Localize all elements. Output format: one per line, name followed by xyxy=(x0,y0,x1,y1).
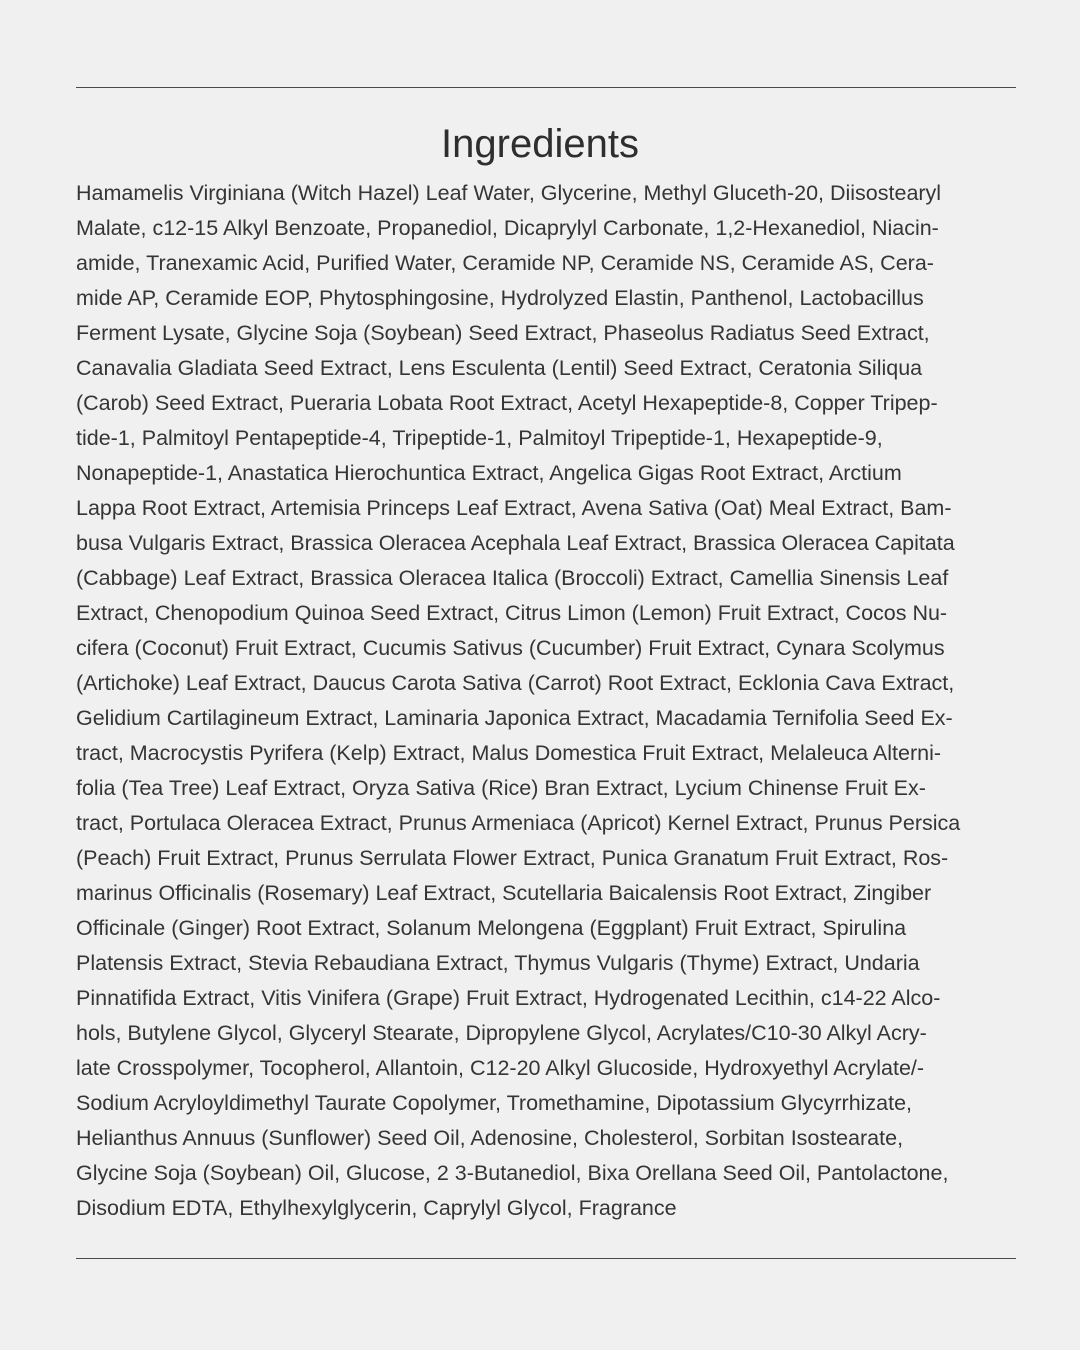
ingredient-line: Canavalia Gladiata Seed Extract, Lens Esculenta (Lentil) Seed Extract, Ceratonia Siliqua xyxy=(76,356,923,380)
ingredient-line: cifera (Coconut) Fruit Extract, Cucumis Sativus (Cucumber) Fruit Extract, Cynara Scolymus xyxy=(76,636,945,660)
bottom-divider xyxy=(76,1258,1016,1259)
ingredient-line: Lappa Root Extract, Artemisia Princeps Leaf Extract, Avena Sativa (Oat) Meal Extract, Bam- xyxy=(76,496,952,520)
ingredient-line: amide, Tranexamic Acid, Purified Water, Ceramide NP, Ceramide NS, Ceramide AS, Cera- xyxy=(76,251,934,275)
ingredients-list xyxy=(76,176,1020,1226)
ingredient-line: marinus Officinalis (Rosemary) Leaf Extract, Scutellaria Baicalensis Root Extract, Zingiber xyxy=(76,881,932,905)
ingredient-line: Sodium Acryloyldimethyl Taurate Copolymer, Tromethamine, Dipotassium Glycyrrhizate, xyxy=(76,1091,913,1115)
ingredient-line: tide-1, Palmitoyl Pentapeptide-4, Tripeptide-1, Palmitoyl Tripeptide-1, Hexapeptide-9, xyxy=(76,426,883,450)
ingredient-line: (Artichoke) Leaf Extract, Daucus Carota Sativa (Carrot) Root Extract, Ecklonia Cava Extract, xyxy=(76,671,955,695)
ingredient-line: Platensis Extract, Stevia Rebaudiana Extract, Thymus Vulgaris (Thyme) Extract, Undaria xyxy=(76,951,920,975)
ingredient-line: Gelidium Cartilagineum Extract, Laminaria Japonica Extract, Macadamia Ternifolia Seed Ex- xyxy=(76,706,953,730)
top-divider xyxy=(76,87,1016,88)
ingredient-line: busa Vulgaris Extract, Brassica Oleracea Acephala Leaf Extract, Brassica Oleracea Capitata xyxy=(76,531,955,555)
ingredient-line: Hamamelis Virginiana (Witch Hazel) Leaf Water, Glycerine, Methyl Gluceth-20, Diisostearyl xyxy=(76,181,942,205)
ingredient-line: Helianthus Annuus (Sunflower) Seed Oil, Adenosine, Cholesterol, Sorbitan Isostearate, xyxy=(76,1126,904,1150)
ingredient-line: hols, Butylene Glycol, Glyceryl Stearate, Dipropylene Glycol, Acrylates/C10-30 Alkyl Acry- xyxy=(76,1021,927,1045)
ingredient-line: Malate, c12-15 Alkyl Benzoate, Propanediol, Dicaprylyl Carbonate, 1,2-Hexanediol, Niacin- xyxy=(76,216,939,240)
ingredient-line: Ferment Lysate, Glycine Soja (Soybean) Seed Extract, Phaseolus Radiatus Seed Extract, xyxy=(76,321,930,345)
ingredient-line: Nonapeptide-1, Anastatica Hierochuntica Extract, Angelica Gigas Root Extract, Arctium xyxy=(76,461,902,485)
ingredient-line: tract, Portulaca Oleracea Extract, Prunus Armeniaca (Apricot) Kernel Extract, Prunus Persica xyxy=(76,811,961,835)
ingredient-line: folia (Tea Tree) Leaf Extract, Oryza Sativa (Rice) Bran Extract, Lycium Chinense Fruit Ex- xyxy=(76,776,926,800)
ingredient-line: Glycine Soja (Soybean) Oil, Glucose, 2 3-Butanediol, Bixa Orellana Seed Oil, Pantolactone, xyxy=(76,1161,949,1185)
ingredient-line: Extract, Chenopodium Quinoa Seed Extract, Citrus Limon (Lemon) Fruit Extract, Cocos Nu- xyxy=(76,601,948,625)
page-title: Ingredients xyxy=(441,122,639,166)
ingredient-line: Disodium EDTA, Ethylhexylglycerin, Caprylyl Glycol, Fragrance xyxy=(76,1196,677,1220)
ingredient-line: (Cabbage) Leaf Extract, Brassica Oleracea Italica (Broccoli) Extract, Camellia Sinensis Leaf xyxy=(76,566,949,590)
ingredient-line: (Carob) Seed Extract, Pueraria Lobata Root Extract, Acetyl Hexapeptide-8, Copper Tripep- xyxy=(76,391,938,415)
ingredient-line: Officinale (Ginger) Root Extract, Solanum Melongena (Eggplant) Fruit Extract, Spirulina xyxy=(76,916,907,940)
ingredient-line: Pinnatifida Extract, Vitis Vinifera (Grape) Fruit Extract, Hydrogenated Lecithin, c14-22 Alco- xyxy=(76,986,941,1010)
ingredient-line: mide AP, Ceramide EOP, Phytosphingosine, Hydrolyzed Elastin, Panthenol, Lactobacillus xyxy=(76,286,924,310)
ingredient-line: tract, Macrocystis Pyrifera (Kelp) Extract, Malus Domestica Fruit Extract, Melaleuca Alterni- xyxy=(76,741,942,765)
ingredient-line: (Peach) Fruit Extract, Prunus Serrulata Flower Extract, Punica Granatum Fruit Extract, Ros- xyxy=(76,846,949,870)
ingredient-line: late Crosspolymer, Tocopherol, Allantoin, C12-20 Alkyl Glucoside, Hydroxyethyl Acrylate/- xyxy=(76,1056,925,1080)
